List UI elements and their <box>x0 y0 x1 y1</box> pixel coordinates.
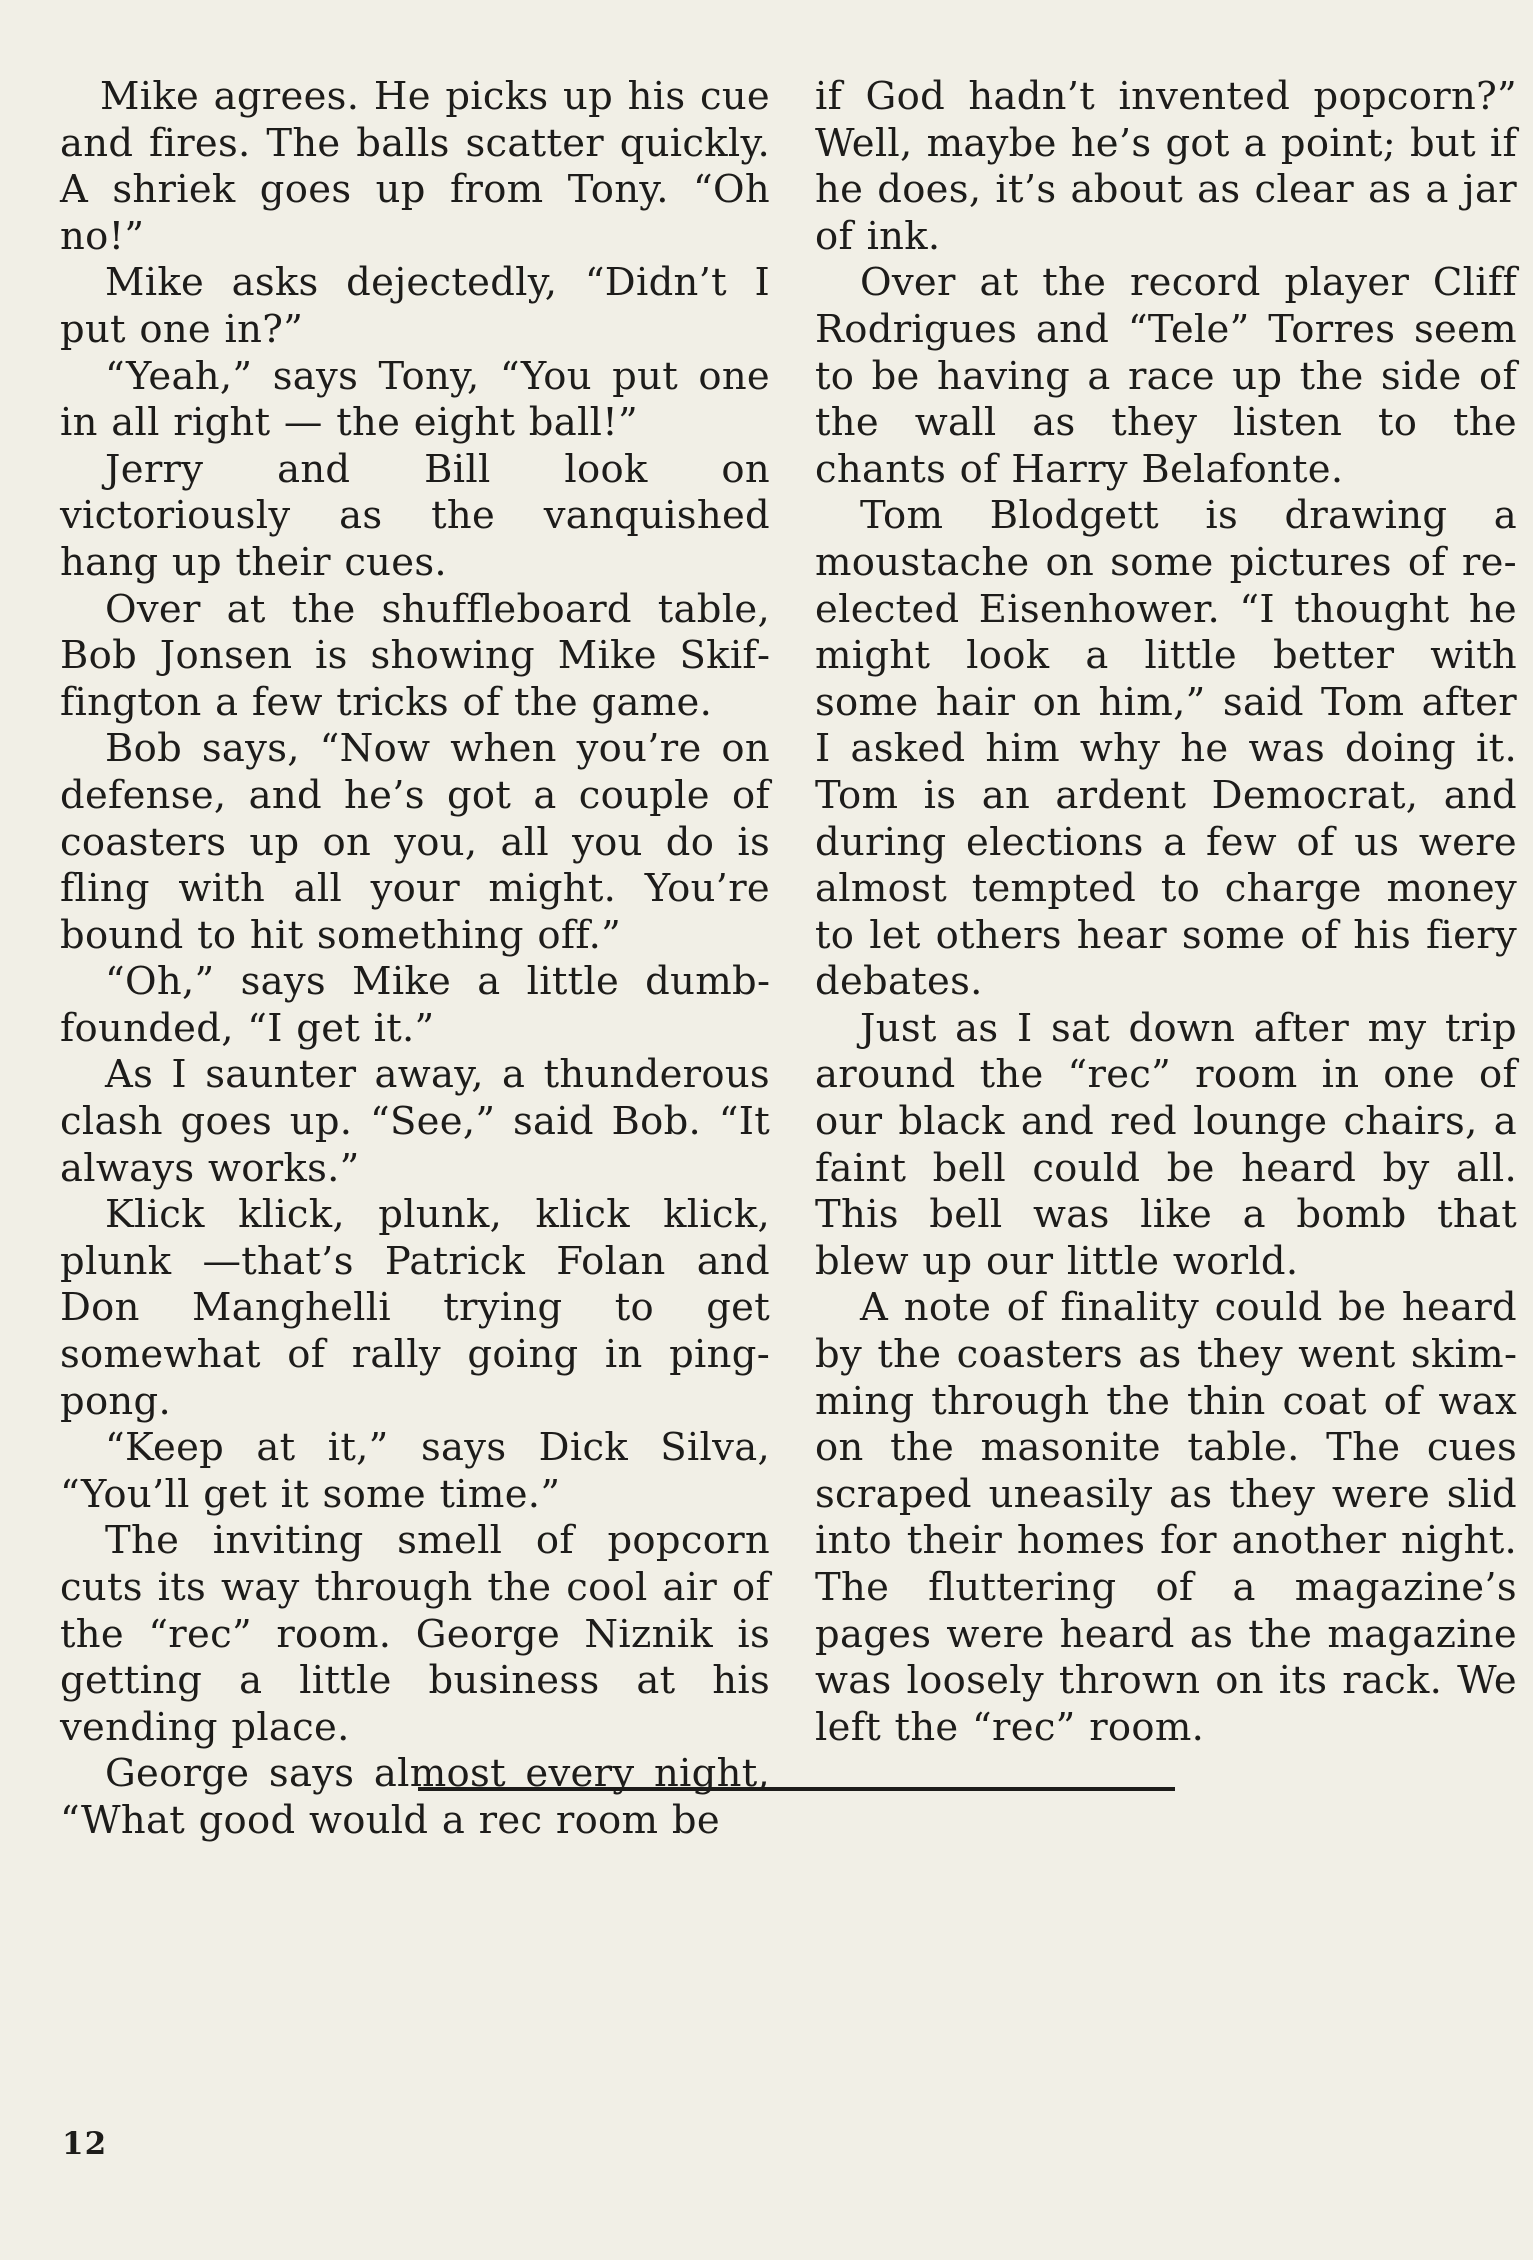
paragraph: Jerry and Bill look on victoriously as the vanquished hang up their cues. <box>60 446 770 585</box>
paragraph: Tom Blodgett is drawing a moustache on some pictures of re-elected Eisenhower. “I thought he might look a little better with some hair on him,” said Tom after I asked him why he was doing it. Tom is an ardent Democrat, and during elections a few of us were almost tempted to charge money to let others hear some of his fiery debates. <box>815 493 1517 1005</box>
paragraph: George says almost every night, “What good would a rec room be <box>60 1751 770 1843</box>
paragraph: The inviting smell of popcorn cuts its way through the cool air of the “rec” room. George Niznik is getting a little business at his vending place. <box>60 1518 770 1750</box>
paragraph: “Oh,” says Mike a little dumbfounded, “I get it.” <box>60 959 770 1051</box>
paragraph: “Keep at it,” says Dick Silva, “You’ll get it some time.” <box>60 1425 770 1517</box>
paragraph: Klick klick, plunk, klick klick, plunk —that’s Patrick Folan and Don Manghelli trying to get somewhat of rally going in ping-pong. <box>60 1192 770 1424</box>
paragraph: Mike asks dejectedly, “Didn’t I put one in?” <box>60 260 770 352</box>
paragraph: Over at the shuffleboard table, Bob Jonsen is showing Mike Skiffington a few tricks of the game. <box>60 586 770 725</box>
paragraph: Just as I sat down after my trip around the “rec” room in one of our black and red lounge chairs, a faint bell could be heard by all. This bell was like a bomb that blew up our little world. <box>815 1005 1517 1284</box>
right-column <box>815 74 1517 1751</box>
paragraph: As I saunter away, a thunderous clash goes up. “See,” said Bob. “It always works.” <box>60 1052 770 1191</box>
section-divider <box>418 1787 1175 1791</box>
left-column <box>60 74 770 1845</box>
paragraph: Bob says, “Now when you’re on defense, and he’s got a couple of coasters up on you, all you do is fling with all your might. You’re bound to hit something off.” <box>60 726 770 958</box>
page-number: 12 <box>62 2126 108 2162</box>
paragraph: A note of finality could be heard by the coasters as they went skimming through the thin coat of wax on the masonite table. The cues scraped uneasily as they were slid into their homes for another night. The fluttering of a magazine’s pages were heard as the magazine was loosely thrown on its rack. We left the “rec” room. <box>815 1285 1517 1750</box>
paragraph-continued: if God hadn’t invented popcorn?” Well, maybe he’s got a point; but if he does, it’s about as clear as a jar of ink. <box>815 74 1517 259</box>
paragraph: “Yeah,” says Tony, “You put one in all right — the eight ball!” <box>60 353 770 446</box>
paragraph: Mike agrees. He picks up his cue and fires. The balls scatter quickly. A shriek goes up from Tony. “Oh no!” <box>60 74 770 259</box>
paragraph: Over at the record player Cliff Rodrigues and “Tele” Torres seem to be having a race up the side of the wall as they listen to the chants of Harry Belafonte. <box>815 260 1517 492</box>
